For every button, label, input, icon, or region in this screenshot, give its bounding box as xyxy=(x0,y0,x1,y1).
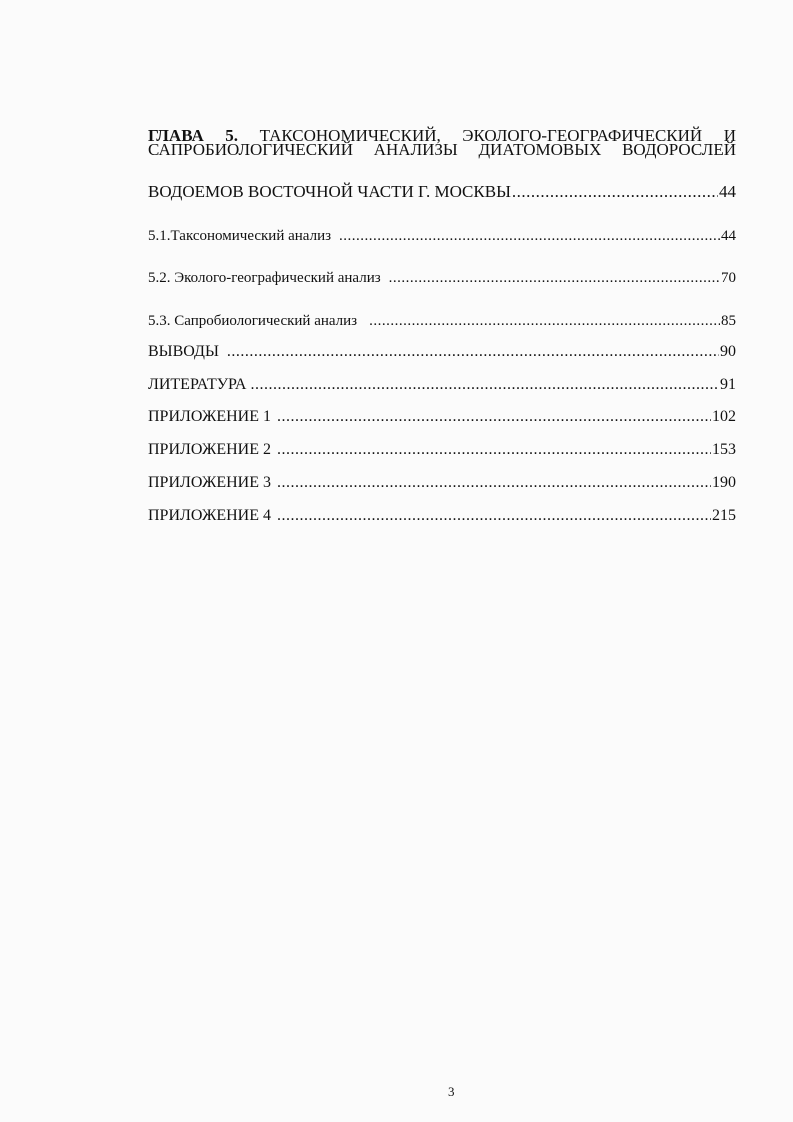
toc-page-number: 85 xyxy=(721,313,736,329)
dot-leader xyxy=(277,441,711,459)
toc-entry[interactable] xyxy=(148,408,736,426)
toc-page-number: 44 xyxy=(719,182,736,201)
toc-label: ВЫВОДЫ xyxy=(148,343,219,360)
dot-leader xyxy=(389,270,720,287)
dot-leader xyxy=(512,182,718,202)
dot-leader xyxy=(277,474,711,492)
toc-label: 5.1.Таксономический анализ xyxy=(148,228,332,244)
dot-leader xyxy=(227,343,719,361)
toc-entry[interactable] xyxy=(148,270,736,287)
chapter-title-part-3: ВОДОЕМОВ ВОСТОЧНОЙ ЧАСТИ Г. МОСКВЫ xyxy=(148,182,511,201)
page-number: 3 xyxy=(448,1084,455,1099)
toc-label: ПРИЛОЖЕНИЕ 2 xyxy=(148,441,272,458)
dot-leader xyxy=(277,408,711,426)
toc-entry[interactable] xyxy=(148,376,736,394)
toc-page-number: 215 xyxy=(712,507,736,524)
dot-leader xyxy=(339,228,720,245)
toc-entry[interactable] xyxy=(148,343,736,361)
toc-entry[interactable] xyxy=(148,441,736,459)
toc-label: ПРИЛОЖЕНИЕ 4 xyxy=(148,507,272,524)
toc-label: ПРИЛОЖЕНИЕ 1 xyxy=(148,408,272,425)
toc-entry[interactable] xyxy=(148,474,736,492)
toc-entry[interactable] xyxy=(148,507,736,525)
toc-entry[interactable] xyxy=(148,313,736,330)
toc-page-number: 90 xyxy=(720,343,736,360)
toc-page-number: 70 xyxy=(721,270,736,286)
toc-page-number: 44 xyxy=(721,228,736,244)
dot-leader xyxy=(277,507,711,525)
toc-page-number: 91 xyxy=(720,376,736,393)
toc-label: ПРИЛОЖЕНИЕ 3 xyxy=(148,474,272,491)
toc-page-number: 153 xyxy=(712,441,736,458)
dot-leader xyxy=(369,313,720,330)
chapter-title-part-1: ТАКСОНОМИЧЕСКИЙ, ЭКОЛОГО-ГЕОГРАФИЧЕСКИЙ И xyxy=(259,126,736,145)
toc-entry-chapter-5[interactable] xyxy=(148,182,736,202)
toc-label: 5.3. Сапробиологический анализ xyxy=(148,313,358,329)
chapter-title-part-2: САПРОБИОЛОГИЧЕСКИЙ АНАЛИЗЫ ДИАТОМОВЫХ ВОДОРОСЛЕЙ xyxy=(148,140,736,159)
toc-page-number: 190 xyxy=(712,474,736,491)
toc-entry[interactable] xyxy=(148,228,736,245)
toc-page-number: 102 xyxy=(712,408,736,425)
chapter-prefix: ГЛАВА 5. xyxy=(148,126,239,145)
toc-label: 5.2. Эколого-географический анализ xyxy=(148,270,381,286)
dot-leader xyxy=(250,376,719,394)
toc-label: ЛИТЕРАТУРА xyxy=(148,376,247,393)
